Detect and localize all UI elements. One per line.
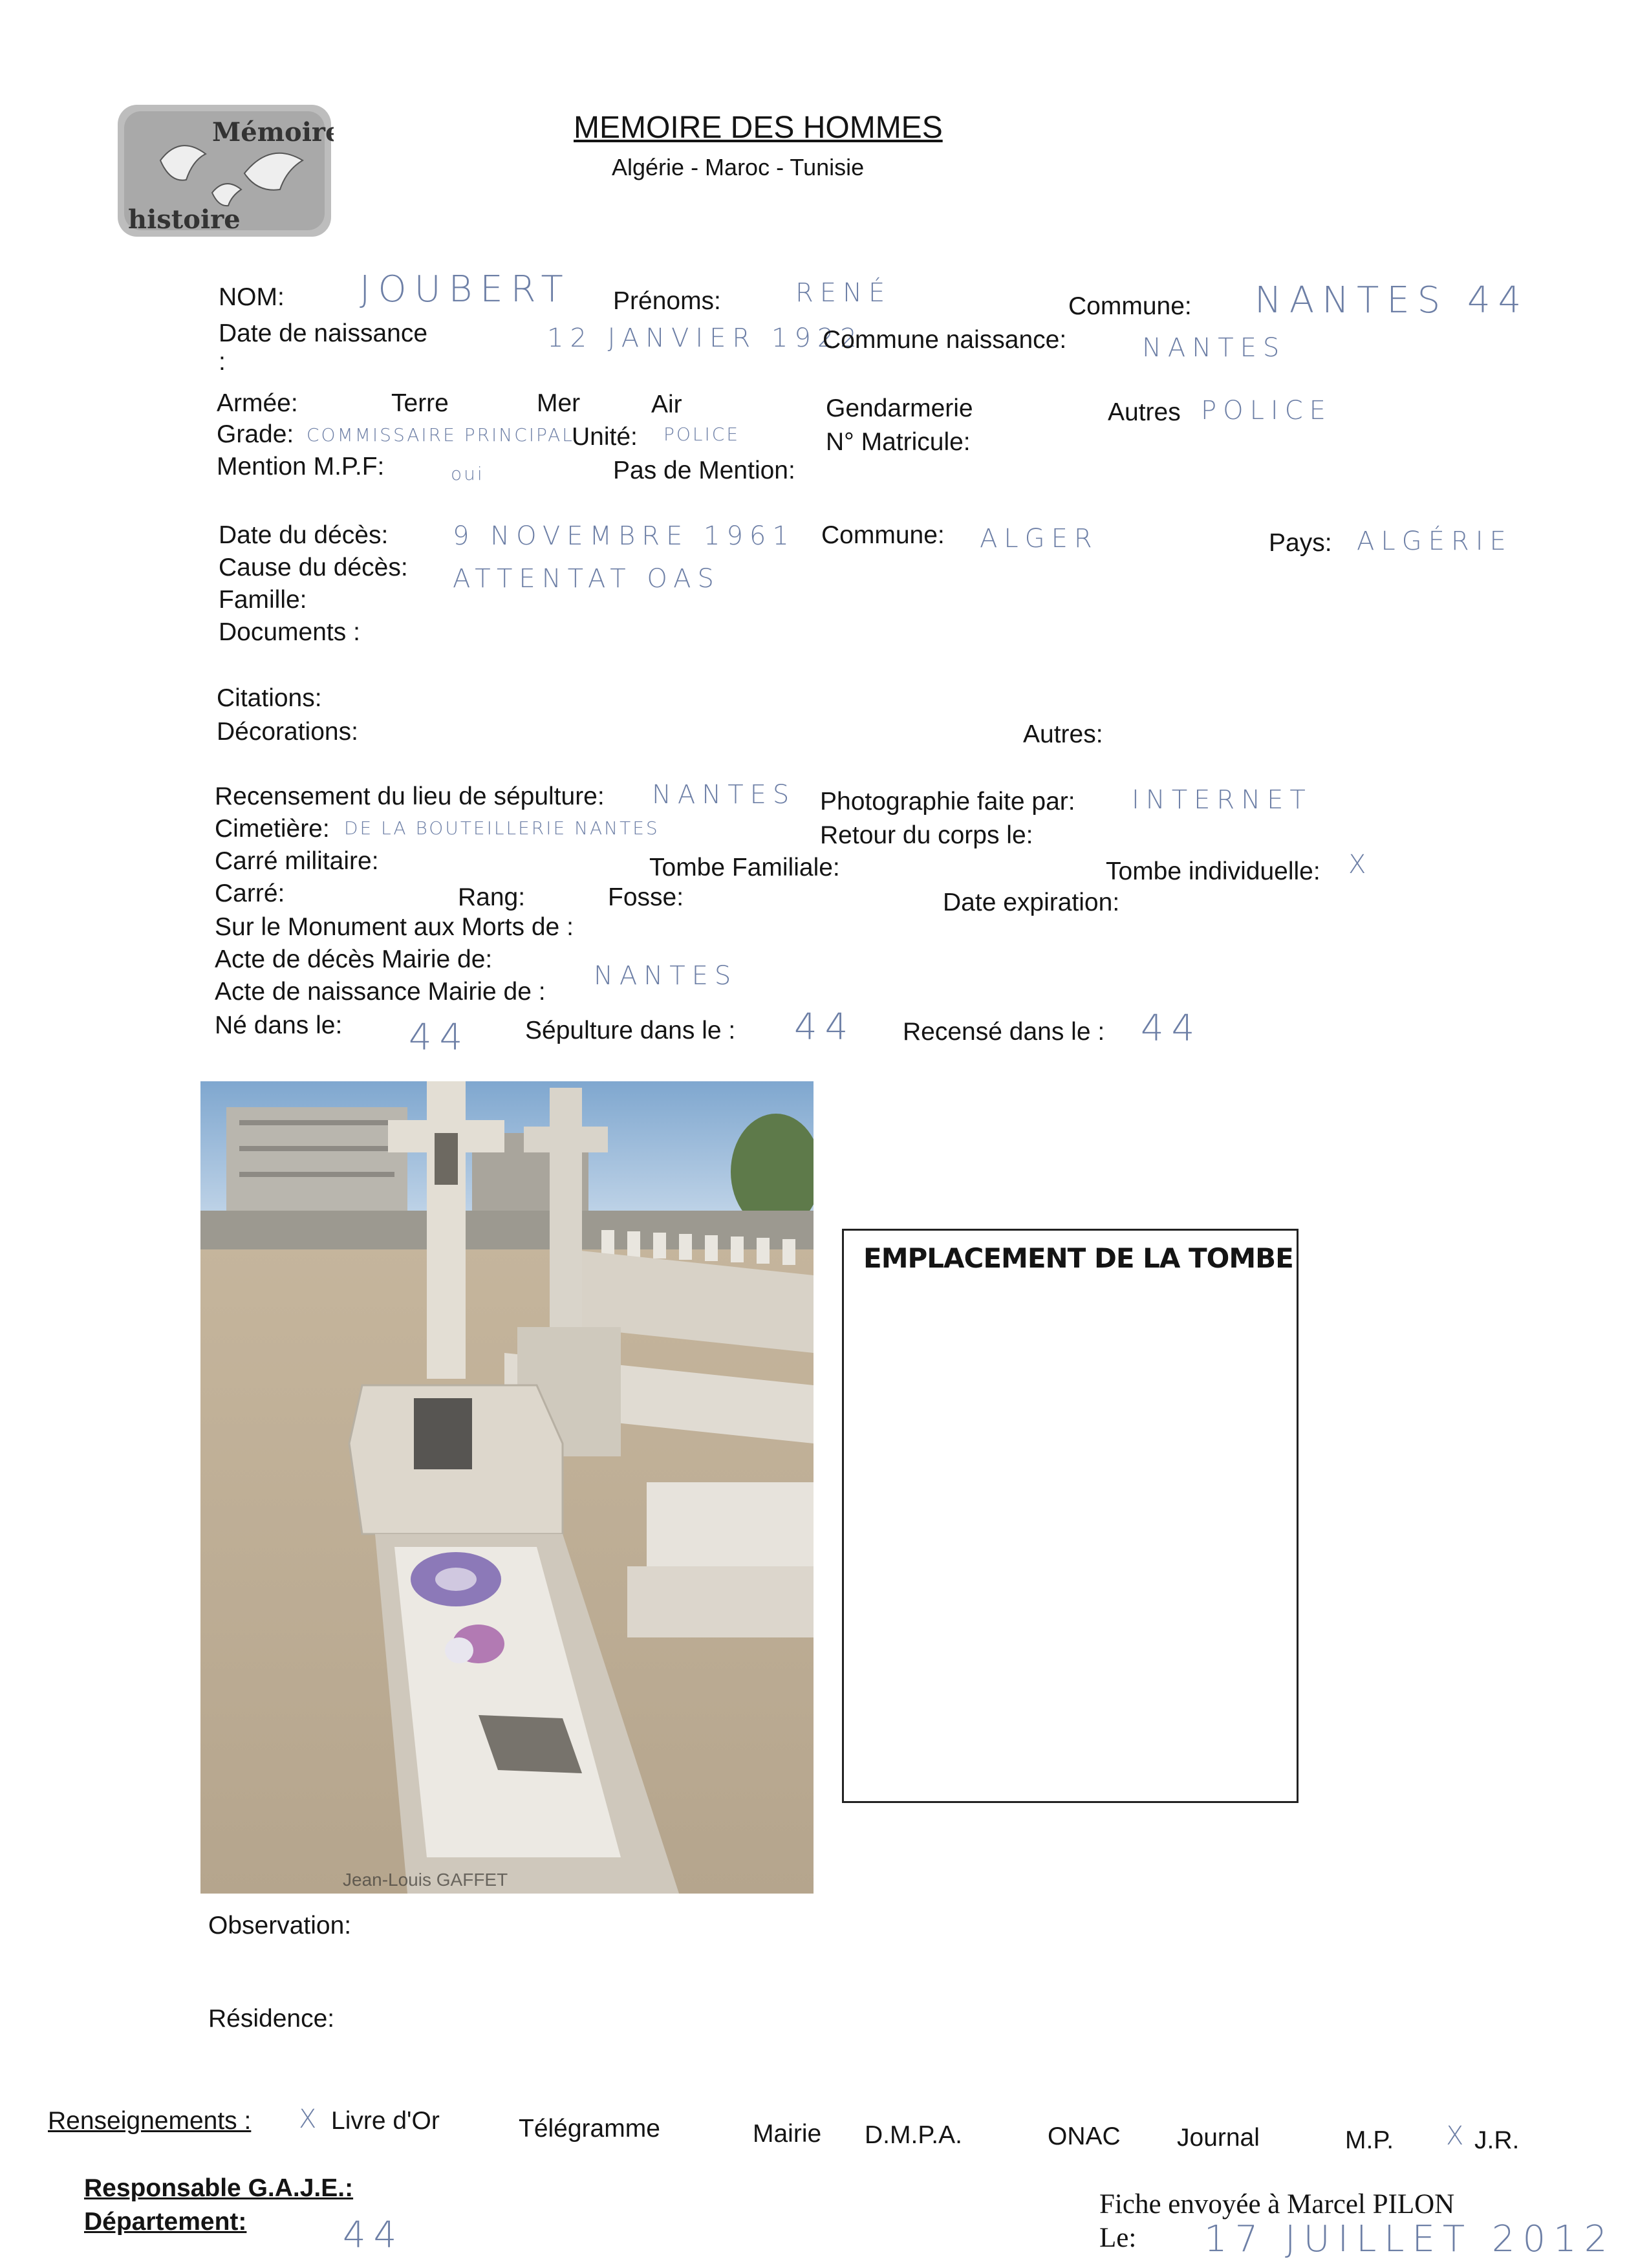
fiche-envoyee-label: Fiche envoyée à Marcel PILON [1099,2189,1455,2219]
pays-label: Pays: [1269,529,1332,557]
mention-mpf-value: oui [451,463,484,484]
acte-naissance-label: Acte de naissance Mairie de : [215,978,546,1006]
fiche-date-label: Le: [1099,2223,1137,2253]
nom-value: JOUBERT [360,268,571,310]
fosse-label: Fosse: [608,883,684,911]
carre-militaire-label: Carré militaire: [215,847,379,875]
renseignement-mp: M.P. [1345,2126,1394,2154]
tomb-location-title: EMPLACEMENT DE LA TOMBE [863,1242,1293,1274]
tomb-location-box [842,1229,1299,1803]
renseignement-livre-dor: Livre d'Or [331,2107,440,2135]
armee-terre: Terre [391,389,449,417]
observation-label: Observation: [208,1912,352,1939]
logo-text-bottom: histoire [128,204,241,235]
tombe-familiale-label: Tombe Familiale: [649,854,840,881]
date-deces-value: 9 NOVEMBRE 1961 [453,521,795,551]
armee-mer: Mer [537,389,581,417]
gendarmerie-label: Gendarmerie [826,394,973,422]
renseignement-mairie: Mairie [753,2120,822,2148]
commune-label: Commune: [1068,292,1192,320]
sepulture-dans-label: Sépulture dans le : [525,1017,736,1044]
recense-dans-label: Recensé dans le : [903,1018,1105,1046]
commune-value: NANTES 44 [1255,279,1529,321]
rang-label: Rang: [458,883,526,911]
renseignement-journal: Journal [1177,2124,1260,2152]
carre-label: Carré: [215,880,285,907]
cause-deces-value: ATTENTAT OAS [453,564,720,594]
recensement-label: Recensement du lieu de sépulture: [215,783,605,810]
armee-label: Armée: [217,389,298,417]
autres-label: Autres [1108,398,1181,426]
pas-mention-label: Pas de Mention: [613,457,795,484]
nom-label: NOM: [219,283,285,311]
deces-commune-label: Commune: [821,521,945,549]
date-deces-label: Date du décès: [219,521,389,549]
departement-label: Département: [84,2208,247,2236]
responsable-gaje-label: Responsable G.A.J.E.: [84,2174,354,2202]
matricule-label: N° Matricule: [826,428,971,456]
logo-text-top: Mémoire [212,117,334,147]
deces-commune-value: ALGER [980,524,1099,554]
photo-watermark: Jean-Louis GAFFET [343,1870,508,1890]
photographie-value: INTERNET [1132,785,1312,815]
cause-deces-label: Cause du décès: [219,554,408,581]
mention-mpf-label: Mention M.P.F: [217,453,385,481]
tombe-individuelle-label: Tombe individuelle: [1106,858,1320,885]
date-naissance-label: Date de naissance [219,319,428,347]
grave-photograph [200,1081,814,1894]
decorations-label: Décorations: [217,718,358,746]
prenoms-label: Prénoms: [613,287,721,315]
commune-naissance-label: Commune naissance: [823,326,1067,354]
renseignements-label: Renseignements : [48,2107,252,2135]
pays-value: ALGÉRIE [1357,526,1513,556]
memoire-histoire-logo [115,102,334,239]
page-title: MEMOIRE DES HOMMES [574,111,943,145]
unite-value: POLICE [663,424,740,445]
cimetiere-value: DE LA BOUTEILLERIE NANTES [344,817,660,839]
recense-dans-value: 44 [1141,1008,1203,1050]
commune-naissance-value: NANTES [1142,333,1286,363]
grade-value: COMMISSAIRE PRINCIPAL [307,424,574,446]
acte-naissance-value: NANTES [594,961,738,991]
date-naissance-colon: : [219,348,226,376]
unite-label: Unité: [572,423,638,451]
fiche-date-value: 17 JUILLET 2012 [1204,2218,1615,2260]
honneurs-autres-label: Autres: [1023,720,1103,748]
page-subtitle: Algérie - Maroc - Tunisie [612,154,865,180]
prenoms-value: RENÉ [795,278,892,308]
renseignement-onac: ONAC [1048,2122,1121,2150]
departement-value: 44 [343,2214,405,2256]
ne-dans-label: Né dans le: [215,1011,343,1039]
autres-value: POLICE [1201,396,1332,426]
renseignement-dmpa: D.M.P.A. [865,2121,962,2149]
acte-deces-label: Acte de décès Mairie de: [215,945,493,973]
retour-corps-label: Retour du corps le: [820,821,1033,849]
date-naissance-value: 12 JANVIER 1922 [547,323,863,353]
recensement-value: NANTES [652,780,796,810]
famille-label: Famille: [219,586,307,614]
date-expiration-label: Date expiration: [943,889,1120,916]
citations-label: Citations: [217,684,322,712]
tombe-individuelle-mark: X [1348,850,1373,880]
residence-label: Résidence: [208,2005,335,2033]
monument-morts-label: Sur le Monument aux Morts de : [215,913,574,941]
documents-label: Documents : [219,618,360,646]
ne-dans-value: 44 [409,1017,471,1059]
renseignement-jr: J.R. [1474,2126,1520,2154]
sepulture-dans-value: 44 [794,1006,856,1048]
livre-dor-check: X [299,2104,323,2134]
armee-air: Air [651,391,682,418]
renseignement-telegramme: Télégramme [519,2115,660,2143]
cimetiere-label: Cimetière: [215,815,330,843]
grade-label: Grade: [217,420,294,448]
jr-check: X [1446,2121,1471,2151]
photographie-label: Photographie faite par: [820,788,1075,815]
